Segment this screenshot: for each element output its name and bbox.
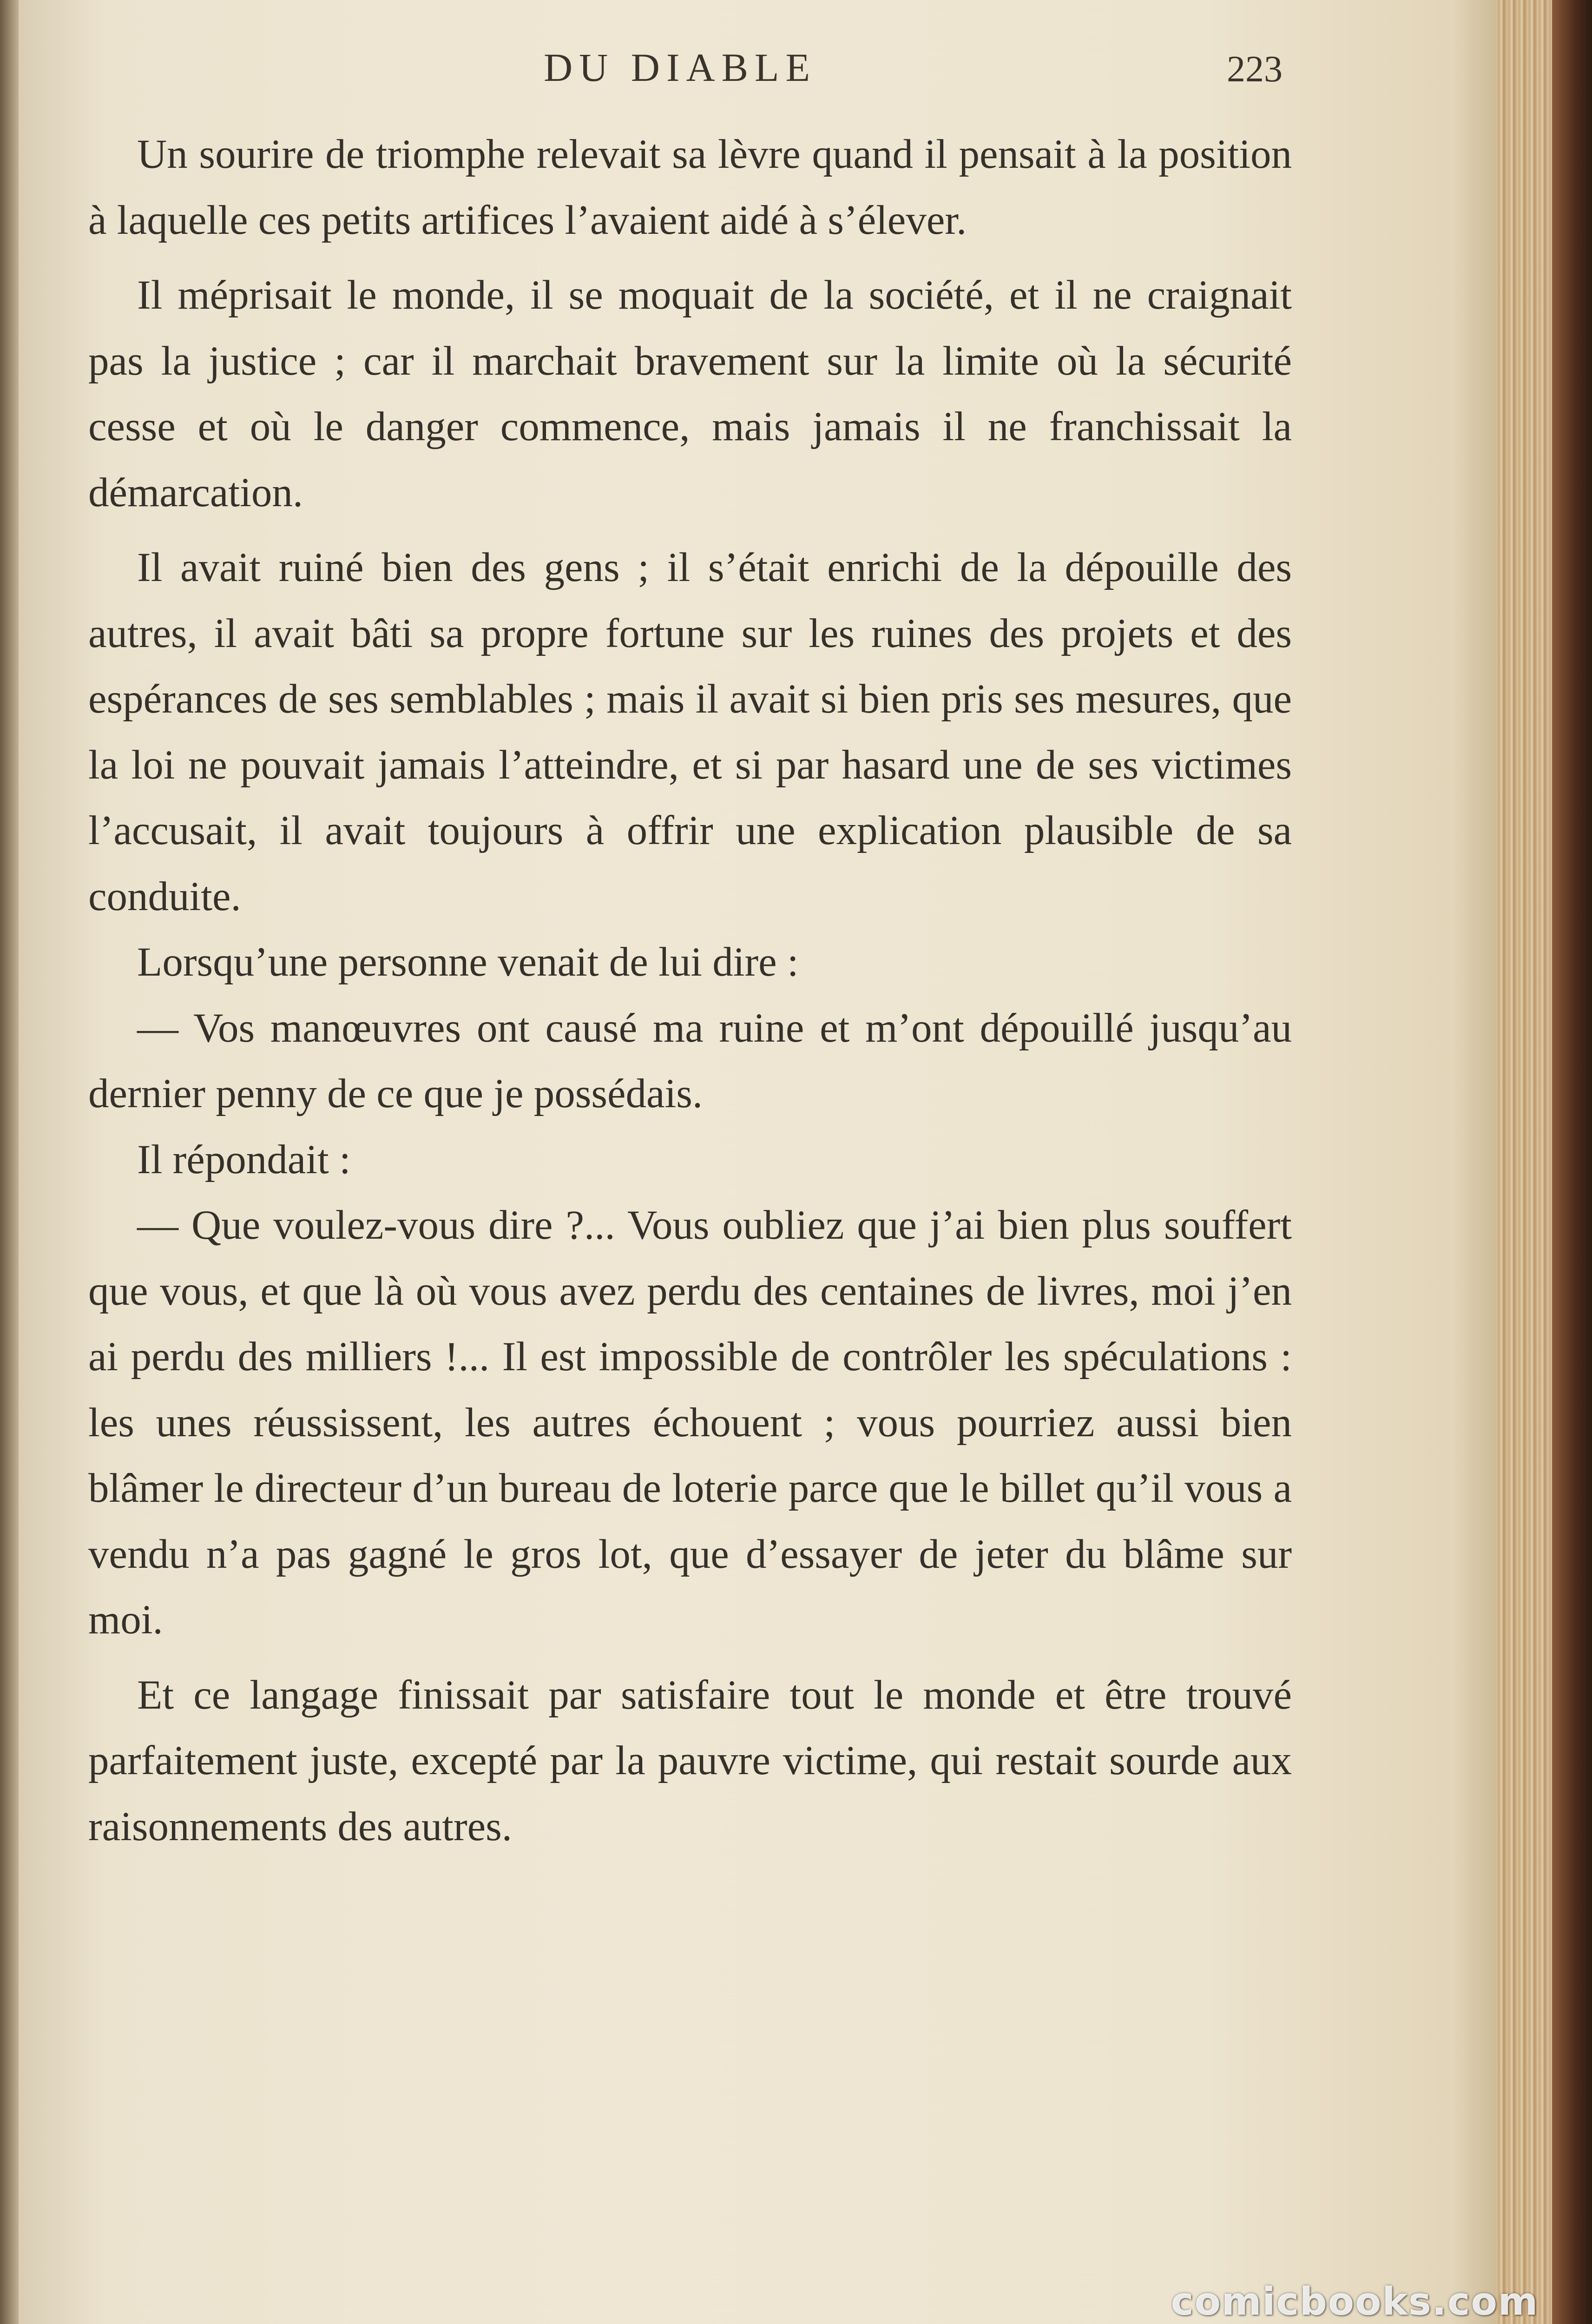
paragraph: — Que voulez-vous dire ?... Vous oubliez que j’ai bien plus souffert que vous, et que là où vous avez perdu des centaines de livres, moi j’en ai perdu des milliers !... Il est impossible de contrôler les spéculations : les unes réussissent, les autres échouent ; vous pourriez aussi bien blâmer le directeur d’un bureau de loterie parce que le billet qu’il vous a vendu n’a pas gagné le gros lot, que d’essayer de jeter du blâme sur moi. <box>88 1202 1292 1643</box>
book-cover-edge <box>1552 0 1592 2324</box>
paragraph: Lorsqu’une personne venait de lui dire : <box>137 939 799 985</box>
paragraph: Un sourire de triomphe relevait sa lèvre quand il pensait à la position à laquelle ces petits artifices l’avaient aidé à s’élever. <box>88 132 1292 243</box>
paragraph: Il méprisait le monde, il se moquait de la société, et il ne craignait pas la justice ; car il marchait bravement sur la limite où la sécurité cesse et où le danger commence, mais jamais il ne franchissait la démarcation. <box>88 272 1292 515</box>
paragraph: Il répondait : <box>137 1136 351 1182</box>
page-number: 223 <box>1227 49 1283 90</box>
paragraph: Et ce langage finissait par satisfaire tout le monde et être trouvé parfaitement juste, excepté par la pauvre victime, qui restait sourde aux raisonnements des autres. <box>88 1672 1292 1849</box>
paragraph: — Vos manœuvres ont causé ma ruine et m’ont dépouillé jusqu’au dernier penny de ce que je possédais. <box>88 1005 1292 1116</box>
paragraph: Il avait ruiné bien des gens ; il s’était enrichi de la dépouille des autres, il avait bâti sa propre fortune sur les ruines des projets et des espérances de ses semblables ; mais il avait si bien pris ses mesures, que la loi ne pouvait jamais l’atteindre, et si par hasard une de ses victimes l’accusait, il avait toujours à offrir une explication plausible de sa conduite. <box>88 545 1292 919</box>
body-text <box>88 122 1292 1860</box>
watermark: comicbooks.com <box>1171 2280 1539 2324</box>
running-head: DU DIABLE <box>544 45 816 90</box>
